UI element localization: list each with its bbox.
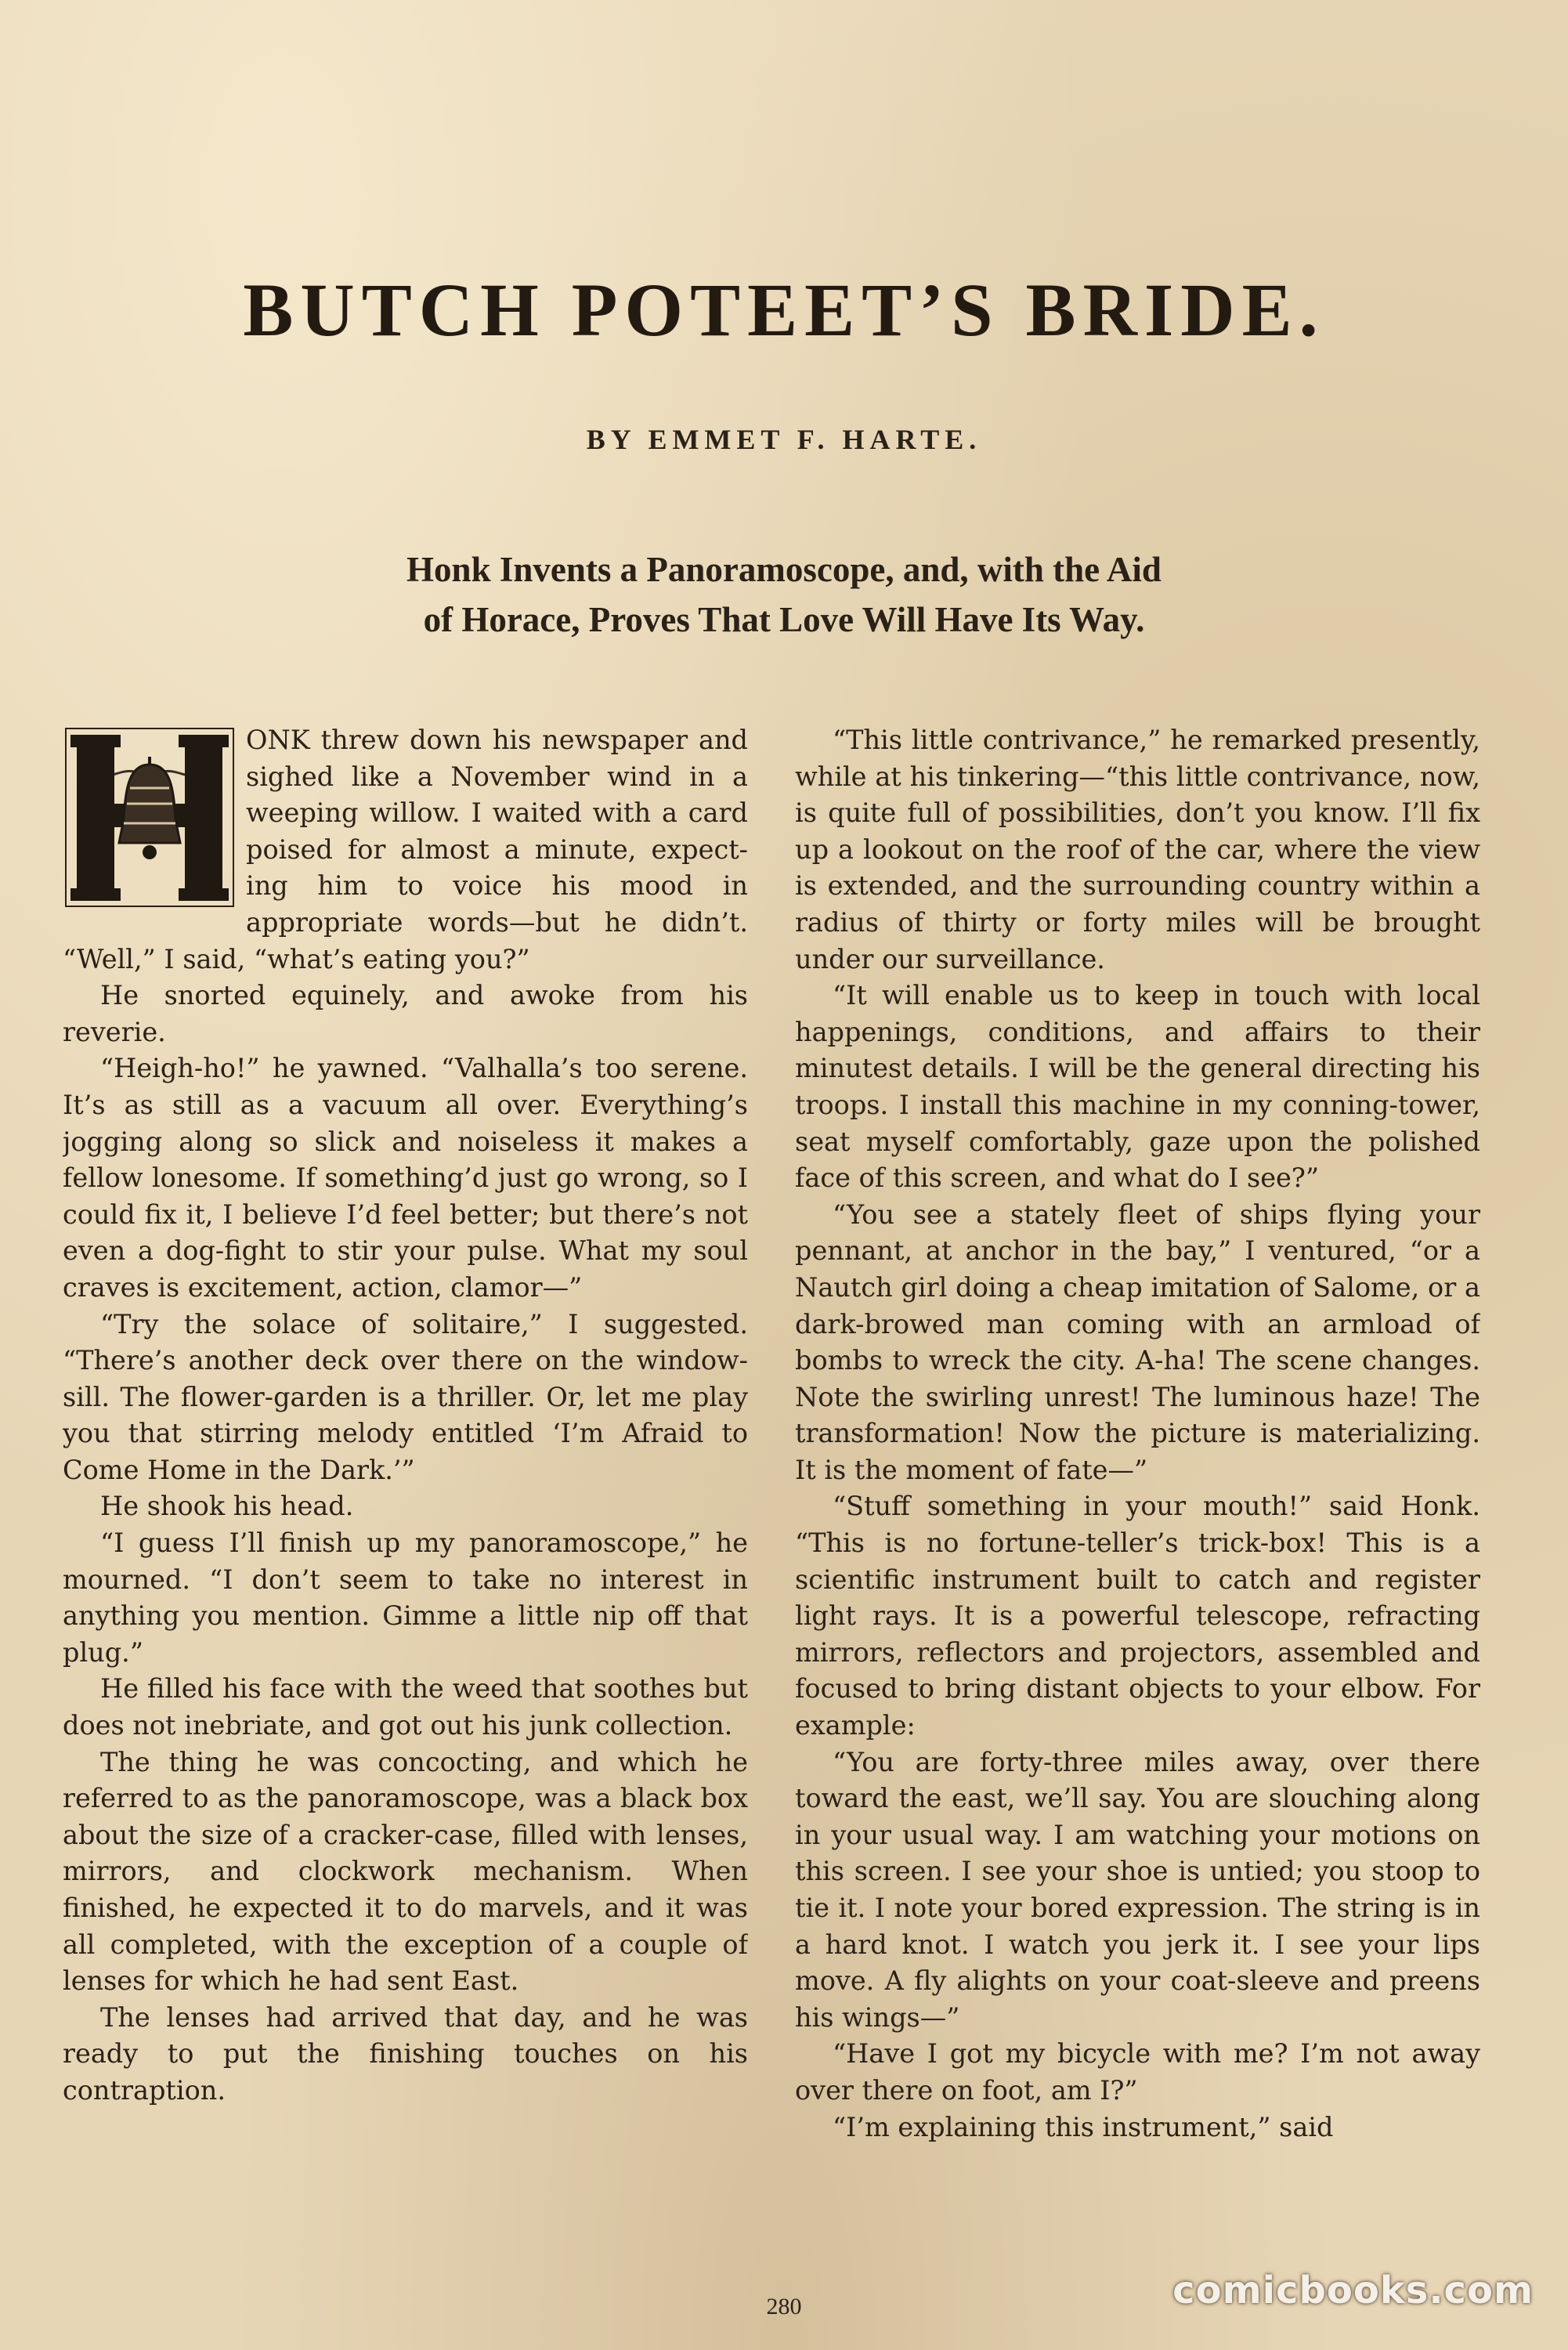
paragraph: “Try the solace of solitaire,” I suggested. “There’s another deck over there on the window-sill. The flower-garden is a thriller. Or, let me play you that stirring melody entitled ‘I’m Afraid to Come Home in the Dark.’” [63,1308,748,1485]
deck-line: of Horace, Proves That Love Will Have Its Way. [423,600,1145,639]
paragraph: “I’m explaining this instrument,” said [833,2111,1334,2142]
paragraph: “You are forty-three miles away, over there toward the east, we’ll say. You are slouching along in your usual way. I am watching your motions on this screen. I see your shoe is untied; you stoop to tie it. I note your bored expression. The string is in a hard knot. I watch you jerk it. I see your lips move. A fly alights on your coat-sleeve and preens his wings—” [795,1746,1480,2033]
paragraph: “This little contrivance,” he remarked presently, while at his tinkering—“this little contrivance, now, is quite full of possibilities, don’t you know. I’ll fix up a lookout on the roof of the car, where the view is extended, and the surrounding country within a radius of thirty or forty miles will be brought under our surveillance. [795,725,1480,974]
paragraph: He snorted equinely, and awoke from his reverie. [63,980,748,1047]
drop-cap-ornament [63,725,237,909]
page-number: 280 [766,2294,802,2319]
text-column-left [63,722,748,2281]
paragraph: “Have I got my bicycle with me? I’m not away over there on foot, am I?” [795,2038,1480,2106]
paragraph: “It will enable us to keep in touch with local happenings, conditions, and affairs to their minutest details. I will be the general directing his troops. I install this machine in my conning-tower, seat myself comfortably, gaze upon the polished face of this screen, and what do I see?” [795,980,1480,1194]
paragraph: “I guess I’ll finish up my panoramoscope,” he mourned. “I don’t seem to take no interest in anything you mention. Gimme a little nip off that plug.” [63,1528,748,1668]
article-deck [235,544,1333,645]
site-watermark: comicbooks.com [1172,2269,1534,2312]
paragraph: “Stuff something in your mouth!” said Honk. “This is no fortune-teller’s trick-box! This is a scientific instrument built to catch and register light rays. It is a powerful telescope, refracting mirrors, reflectors and projectors, assembled and focused to bring distant objects to your elbow. For example: [795,1491,1480,1741]
text-column-right [795,722,1480,2281]
paragraph: “You see a stately fleet of ships flying your pennant, at anchor in the bay,” I ventured, “or a Nautch girl doing a cheap imitation of Salome, or a dark-browed man coming with an armload of bombs to wreck the city. A-ha! The scene changes. Note the swirling unrest! The luminous haze! The transformation! Now the picture is materializing. It is the moment of fate—” [795,1198,1480,1485]
paragraph: The thing he was concocting, and which he referred to as the panoramoscope, was a black box about the size of a cracker-case, filled with lenses, mirrors, and clockwork mechanism. When finished, he expected it to do marvels, and it was all completed, with the exception of a couple of lenses for which he had sent East. [63,1746,748,1997]
deck-line: Honk Invents a Panoramoscope, and, with the Aid [406,550,1162,589]
paragraph: He shook his head. [100,1491,354,1522]
paragraph: He filled his face with the weed that soothes but does not inebriate, and got out his junk collection. [63,1673,748,1741]
article-title: BUTCH POTEET’S BRIDE. [243,268,1325,352]
paragraph: “Heigh-ho!” he yawned. “Valhalla’s too serene. It’s as still as a vacuum all over. Everything’s jogging along so slick and noiseless it makes a fellow lonesome. If something’d just go wrong, so I could fix it, I believe I’d feel better; but there’s not even a dog-fight to stir your pulse. What my soul craves is excitement, action, clamor—” [63,1053,748,1303]
paragraph: ONK threw down his newspaper and sighed like a November wind in a weeping willow. I waited with a card poised for almost a minute, expecting him to voice his mood in appropriate words—but he didn’t. “Well,” I said, “what’s eating you?” [63,725,748,974]
paragraph: The lenses had arrived that day, and he was ready to put the finishing touches on his contraption. [63,2001,748,2106]
article-byline: BY EMMET F. HARTE. [586,424,982,455]
